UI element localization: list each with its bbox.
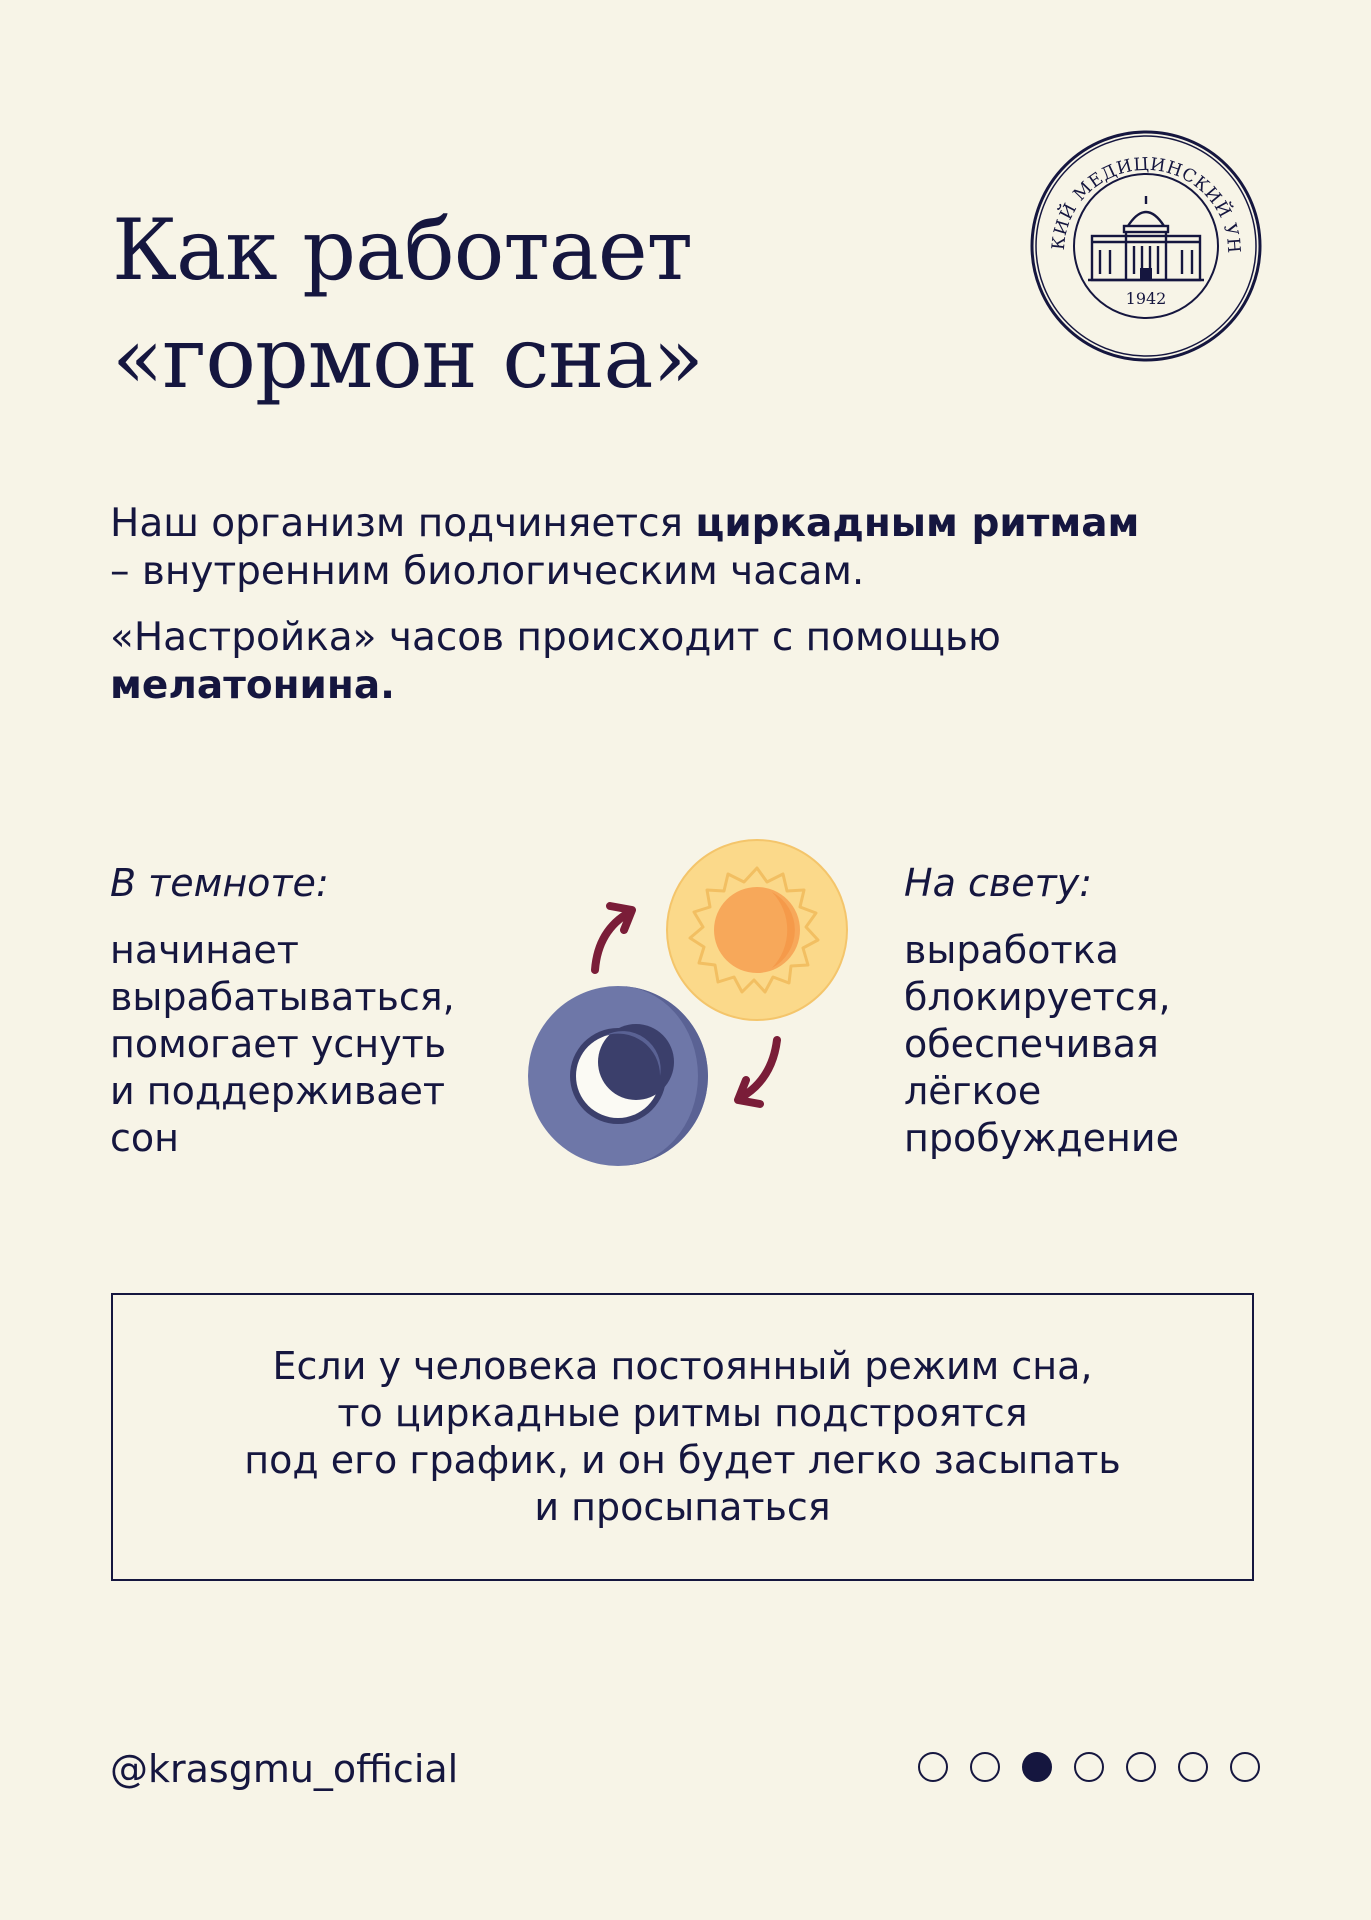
pagination-dots bbox=[918, 1752, 1260, 1782]
dark-line: вырабатываться, bbox=[110, 975, 455, 1019]
pagination-dot-2[interactable] bbox=[970, 1752, 1000, 1782]
pagination-dot-1[interactable] bbox=[918, 1752, 948, 1782]
light-column bbox=[904, 860, 1284, 1162]
intro-p2-text: «Настройка» часов происходит с помощью bbox=[110, 615, 1001, 660]
dark-heading: В темноте: bbox=[110, 861, 329, 905]
info-box-line: Если у человека постоянный режим сна, bbox=[272, 1344, 1093, 1388]
day-night-cycle-illustration bbox=[510, 830, 860, 1170]
light-line: выработка bbox=[904, 928, 1119, 972]
light-line: лёгкое bbox=[904, 1069, 1042, 1113]
dark-description bbox=[110, 927, 490, 1162]
moon-icon bbox=[528, 986, 708, 1166]
light-heading: На свету: bbox=[904, 861, 1093, 905]
pagination-dot-7[interactable] bbox=[1230, 1752, 1260, 1782]
light-description bbox=[904, 927, 1284, 1162]
intro-p1-after: – внутренним биологическим часам. bbox=[110, 549, 865, 594]
page-title-line-1: Как работает bbox=[112, 201, 693, 300]
pagination-dot-5[interactable] bbox=[1126, 1752, 1156, 1782]
university-seal-icon bbox=[1028, 128, 1264, 364]
intro-p1-text: Наш организм подчиняется bbox=[110, 501, 696, 546]
dark-line: помогает уснуть bbox=[110, 1022, 447, 1066]
light-line: пробуждение bbox=[904, 1116, 1179, 1160]
pagination-dot-6[interactable] bbox=[1178, 1752, 1208, 1782]
intro-paragraph-1 bbox=[110, 500, 1150, 596]
light-line: обеспечивая bbox=[904, 1022, 1159, 1066]
pagination-dot-3-active[interactable] bbox=[1022, 1752, 1052, 1782]
dark-column bbox=[110, 860, 490, 1162]
dark-line: и поддерживает bbox=[110, 1069, 446, 1113]
dark-line: начинает bbox=[110, 928, 299, 972]
dark-line: сон bbox=[110, 1116, 179, 1160]
intro-paragraph-2 bbox=[110, 614, 1150, 710]
page-title-line-2: «гормон сна» bbox=[112, 309, 703, 408]
info-box-line: то циркадные ритмы подстроятся bbox=[337, 1391, 1028, 1435]
intro-p1-bold: циркадным ритмам bbox=[695, 501, 1140, 546]
info-box-line: и просыпаться bbox=[534, 1485, 831, 1529]
info-box-line: под его график, и он будет легко засыпать bbox=[244, 1438, 1121, 1482]
pagination-dot-4[interactable] bbox=[1074, 1752, 1104, 1782]
logo-arc-text: КИЙ МЕДИЦИНСКИЙ УН bbox=[1048, 154, 1244, 255]
intro-p2-bold: мелатонина. bbox=[110, 663, 395, 708]
sun-icon bbox=[667, 840, 847, 1020]
logo-year: 1942 bbox=[1125, 289, 1167, 308]
light-line: блокируется, bbox=[904, 975, 1171, 1019]
info-box bbox=[111, 1293, 1254, 1581]
page-title bbox=[112, 196, 932, 412]
university-logo bbox=[1028, 128, 1264, 364]
intro-text bbox=[110, 500, 1150, 728]
social-handle[interactable]: @krasgmu_official bbox=[110, 1747, 459, 1791]
